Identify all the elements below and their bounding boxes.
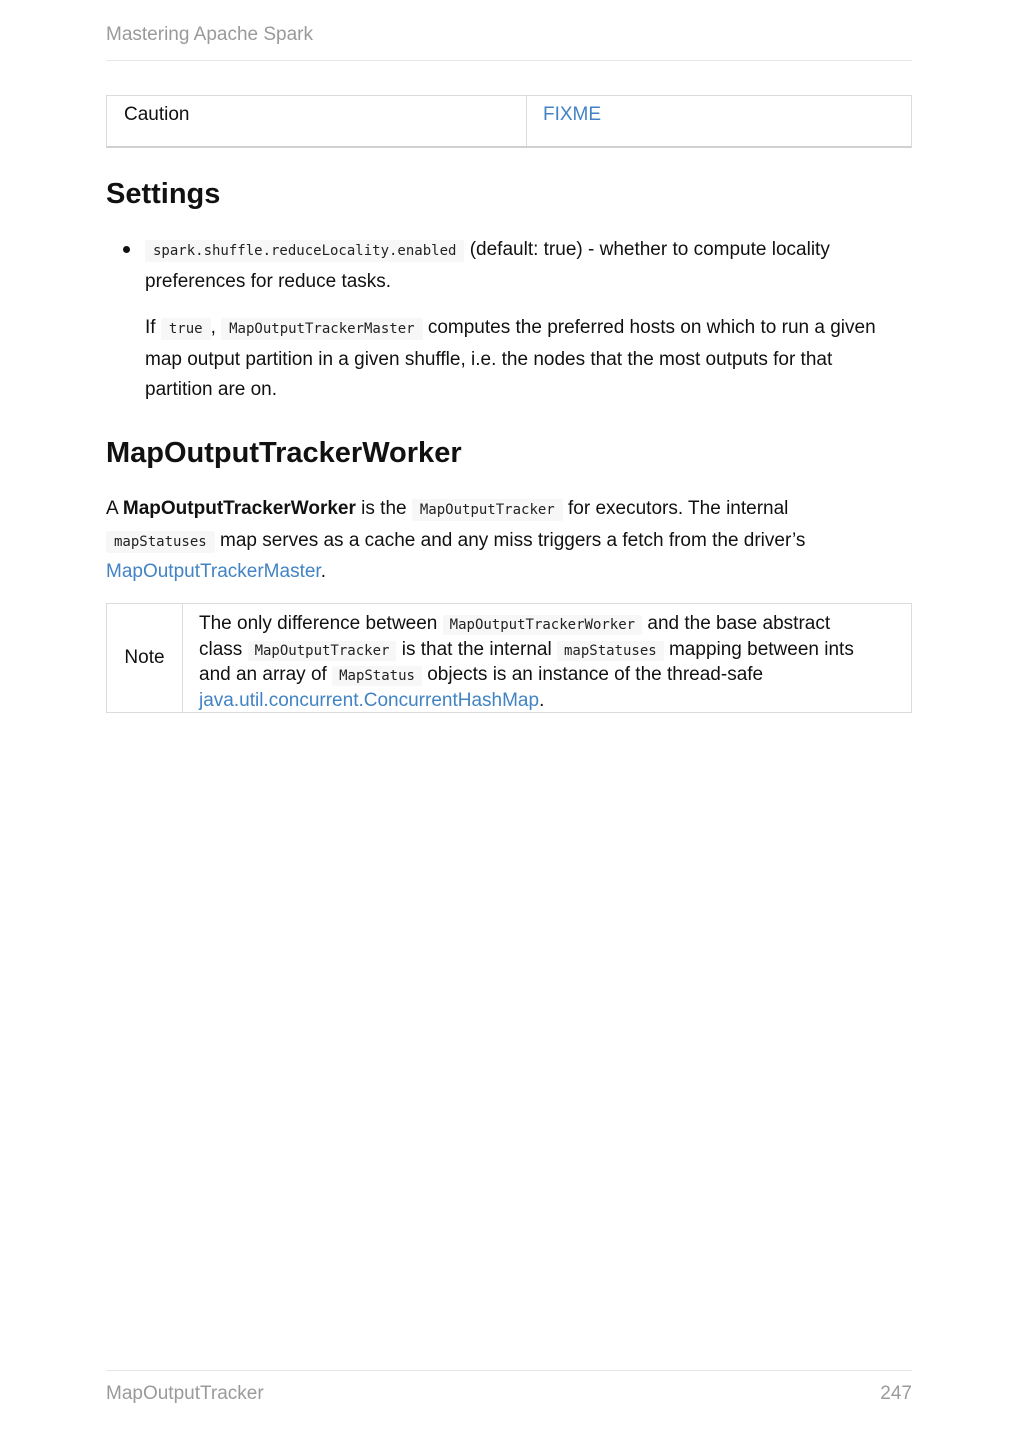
caution-content [527,96,601,146]
note-text-5: mapping between ints [668,638,854,660]
note-label: Note [107,604,183,712]
note-code-mapstatus: MapStatus [332,666,422,686]
settings-item [145,235,915,297]
setting-description: (default: true) - whether to compute locality [469,239,830,260]
worker-heading: MapOutputTrackerWorker [106,437,462,469]
footer-section-title: MapOutputTracker [106,1383,264,1404]
note-text-1: The only difference between [199,613,438,634]
worker-a: A [106,498,118,519]
note-text-7: objects is an instance of the thread-safe [427,664,764,685]
statuses-code: mapStatuses [106,531,215,553]
worker-bold-term: MapOutputTrackerWorker [122,498,356,519]
worker-period: . [320,561,326,582]
note-content [183,604,911,712]
note-code-statuses: mapStatuses [557,641,664,661]
detail-text-3: partition are on. [145,379,278,400]
master-link[interactable]: MapOutputTrackerMaster [106,561,321,582]
worker-is-the: is the [361,498,407,519]
note-text-2: and the base abstract [647,613,831,634]
bullet-icon [123,246,130,253]
worker-executors: for executors. The internal [568,498,789,519]
detail-if: If [145,317,156,338]
note-text-3: class [199,638,243,660]
tracker-code: MapOutputTracker [412,499,563,521]
concurrenthashmap-link[interactable]: java.util.concurrent.ConcurrentHashMap [199,689,540,711]
settings-detail [145,313,915,406]
detail-text-1: computes the preferred hosts on which to run a given [427,317,876,338]
note-code-tracker: MapOutputTracker [248,641,397,661]
fixme-link[interactable]: FIXME [543,104,602,125]
note-text-6: and an array of [199,664,327,685]
note-admonition [106,603,912,713]
settings-heading: Settings [106,178,221,210]
true-code: true [161,318,211,340]
footer-divider [106,1370,912,1371]
header-divider [106,60,912,61]
note-code-worker: MapOutputTrackerWorker [443,615,642,635]
worker-cache-text: map serves as a cache and any miss triggers a fetch from the driver’s [220,529,806,551]
detail-text-2: map output partition in a given shuffle, i.e. the nodes that the most outputs for that [145,348,833,370]
detail-comma: , [210,317,216,338]
note-text-4: is that the internal [401,638,552,660]
setting-description-cont: preferences for reduce tasks. [145,270,392,292]
worker-paragraph [106,494,916,588]
caution-admonition [106,95,912,148]
running-header: Mastering Apache Spark [106,24,314,45]
master-code: MapOutputTrackerMaster [221,318,422,340]
setting-key-code: spark.shuffle.reduceLocality.enabled [145,240,464,262]
caution-label: Caution [107,96,527,146]
note-period: . [539,689,545,711]
page-number: 247 [880,1383,912,1404]
